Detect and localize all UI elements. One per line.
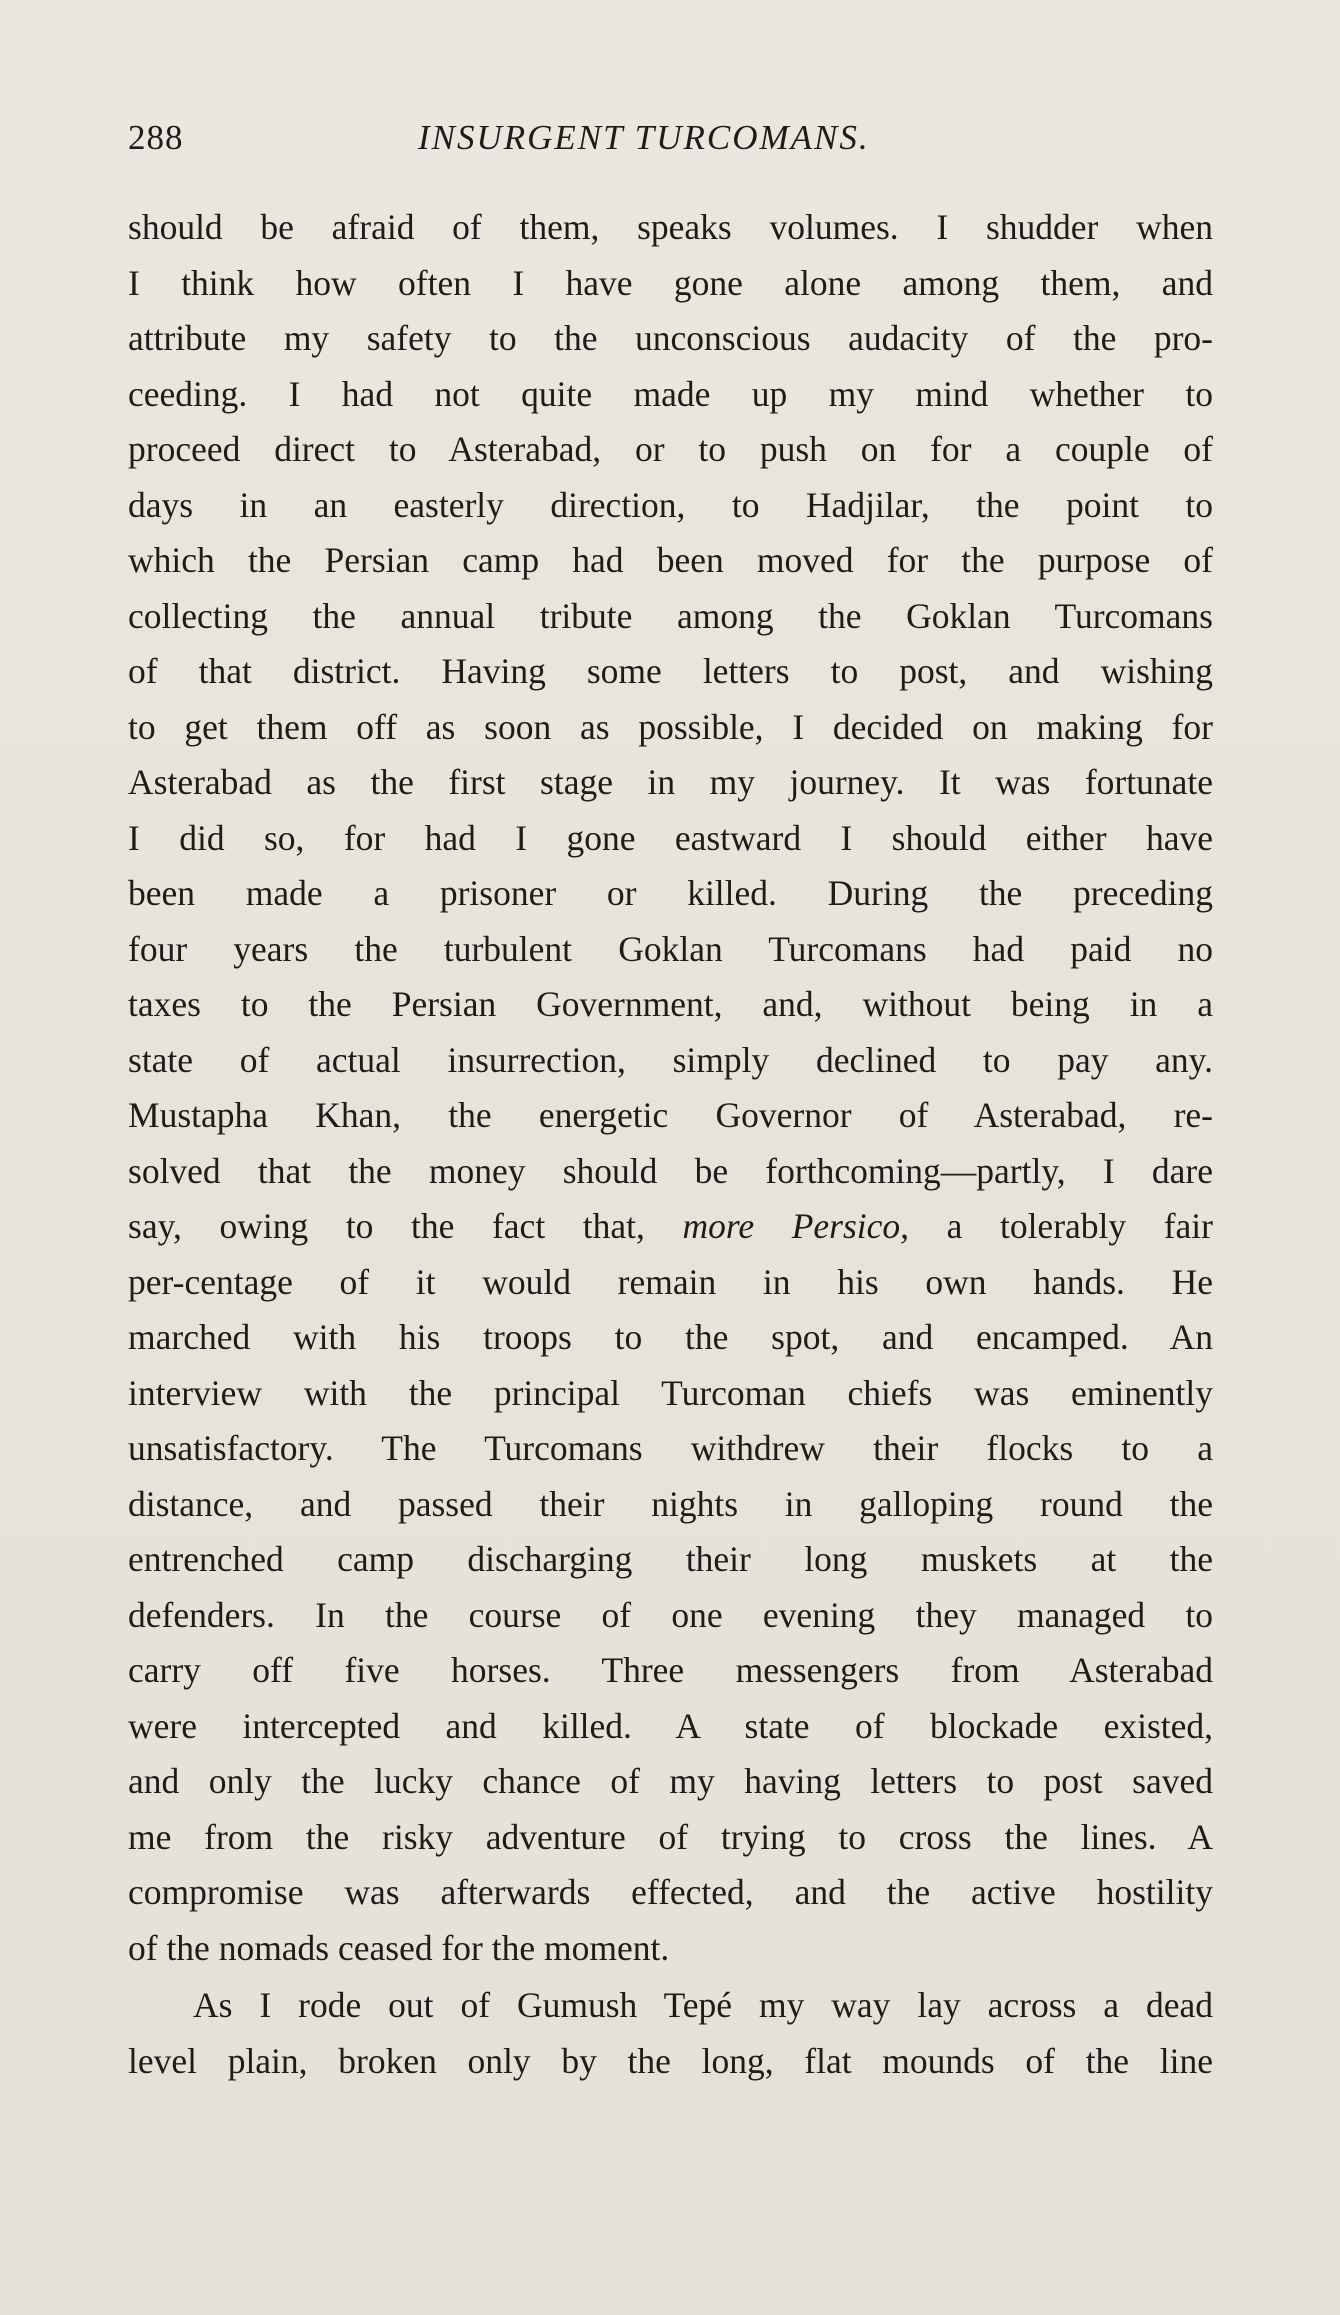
text-line: state of actual insurrection, simply declined to pay any. [128,1039,1213,1080]
running-title: INSURGENT TURCOMANS. [418,118,870,157]
text-line: Asterabad as the first stage in my journey. It was fortunate [128,762,1213,802]
italic-phrase: more Persico, [682,1206,910,1246]
text-line: solved that the money should be forthcoming—partly, I dare [128,1150,1213,1191]
text-line: ceeding. I had not quite made up my mind whether to [128,373,1213,414]
text-line: collecting the annual tribute among the Goklan Turcomans [128,595,1213,636]
text-line-with-italic [128,1199,1213,1255]
text-line: marched with his troops to the spot, and encamped. An [128,1317,1213,1357]
text-line: carry off five horses. Three messengers from Asterabad [128,1650,1213,1690]
text-line: me from the risky adventure of trying to cross the lines. A [128,1816,1213,1857]
text-line: to get them off as soon as possible, I decided on making for [128,706,1213,747]
text-line: were intercepted and killed. A state of blockade existed, [128,1705,1213,1746]
text-line: been made a prisoner or killed. During the preceding [128,873,1213,913]
text-line: should be afraid of them, speaks volumes. I shudder when [128,207,1213,247]
text-line: per-centage of it would remain in his own hands. He [128,1261,1213,1302]
text-segment: a tolerably fair [946,1206,1213,1246]
text-segment: say, owing to the fact that, [128,1206,645,1246]
text-line: taxes to the Persian Government, and, without being in a [128,984,1213,1024]
text-line: distance, and passed their nights in galloping round the [128,1483,1213,1524]
text-line: As I rode out of Gumush Tepé my way lay across a dead [193,1985,1213,2025]
text-line: proceed direct to Asterabad, or to push on for a couple of [128,429,1213,469]
body-text [128,200,1213,2089]
page-number: 288 [128,118,184,157]
text-line: of the nomads ceased for the moment. [128,1927,670,1968]
text-line: I did so, for had I gone eastward I should either have [128,817,1213,858]
text-line: compromise was afterwards effected, and the active hostility [128,1872,1213,1912]
text-line: level plain, broken only by the long, flat mounds of the line [128,2040,1213,2081]
text-line: which the Persian camp had been moved for the purpose of [128,540,1213,580]
text-line: Mustapha Khan, the energetic Governor of Asterabad, re- [128,1095,1213,1135]
running-head [128,118,1213,168]
text-line: days in an easterly direction, to Hadjilar, the point to [128,484,1213,525]
text-line: of that district. Having some letters to post, and wishing [128,651,1213,691]
text-line: interview with the principal Turcoman chiefs was eminently [128,1372,1213,1413]
text-line: unsatisfactory. The Turcomans withdrew their flocks to a [128,1428,1213,1468]
text-line: entrenched camp discharging their long muskets at the [128,1539,1213,1579]
text-line: I think how often I have gone alone among them, and [128,262,1213,303]
text-line: attribute my safety to the unconscious audacity of the pro- [128,318,1213,358]
text-line: defenders. In the course of one evening they managed to [128,1594,1213,1635]
text-line: four years the turbulent Goklan Turcomans had paid no [128,928,1213,969]
text-line: and only the lucky chance of my having letters to post saved [128,1761,1213,1801]
